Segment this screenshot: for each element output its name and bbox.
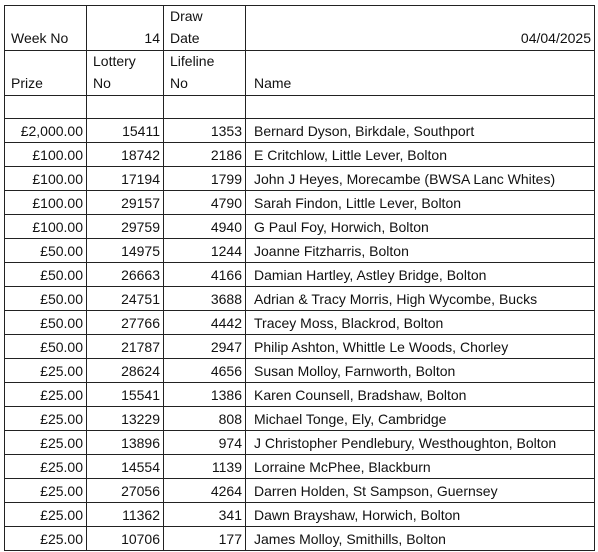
name-cell: E Critchlow, Little Lever, Bolton xyxy=(246,143,595,167)
lottery-no-cell: 24751 xyxy=(87,287,164,311)
table-row xyxy=(5,503,595,527)
prize-cell: £100.00 xyxy=(5,167,87,191)
results-table xyxy=(4,5,595,551)
name-cell: J Christopher Pendlebury, Westhoughton, Bolton xyxy=(246,431,595,455)
prize-cell: £100.00 xyxy=(5,143,87,167)
prize-cell: £25.00 xyxy=(5,455,87,479)
lifeline-no-cell: 2186 xyxy=(164,143,246,167)
draw-date-value: 04/04/2025 xyxy=(246,6,595,51)
prize-cell: £50.00 xyxy=(5,311,87,335)
lottery-no-cell: 21787 xyxy=(87,335,164,359)
table-row xyxy=(5,335,595,359)
lottery-no-cell: 15411 xyxy=(87,119,164,143)
table-row xyxy=(5,167,595,191)
blank-cell xyxy=(87,96,164,119)
table-row xyxy=(5,215,595,239)
table-row xyxy=(5,479,595,503)
prize-header: Prize xyxy=(5,51,87,96)
lifeline-no-cell: 1386 xyxy=(164,383,246,407)
lifeline-no-cell: 1244 xyxy=(164,239,246,263)
prize-cell: £50.00 xyxy=(5,239,87,263)
table-row xyxy=(5,143,595,167)
lifeline-no-cell: 177 xyxy=(164,527,246,551)
name-cell: Philip Ashton, Whittle Le Woods, Chorley xyxy=(246,335,595,359)
name-cell: Bernard Dyson, Birkdale, Southport xyxy=(246,119,595,143)
blank-row xyxy=(5,96,595,119)
name-cell: John J Heyes, Morecambe (BWSA Lanc Whites) xyxy=(246,167,595,191)
lottery-no-cell: 27766 xyxy=(87,311,164,335)
lifeline-no-cell: 4442 xyxy=(164,311,246,335)
prize-cell: £100.00 xyxy=(5,191,87,215)
lottery-no-cell: 29157 xyxy=(87,191,164,215)
lottery-no-header: Lottery No xyxy=(87,51,164,96)
lottery-no-cell: 14554 xyxy=(87,455,164,479)
week-row xyxy=(5,6,595,51)
table-row xyxy=(5,263,595,287)
lottery-no-cell: 28624 xyxy=(87,359,164,383)
lottery-no-cell: 18742 xyxy=(87,143,164,167)
name-cell: James Molloy, Smithills, Bolton xyxy=(246,527,595,551)
lifeline-no-cell: 1799 xyxy=(164,167,246,191)
prize-cell: £25.00 xyxy=(5,431,87,455)
name-cell: Darren Holden, St Sampson, Guernsey xyxy=(246,479,595,503)
table-row xyxy=(5,359,595,383)
lottery-no-cell: 13229 xyxy=(87,407,164,431)
prize-cell: £100.00 xyxy=(5,215,87,239)
table-row xyxy=(5,287,595,311)
name-cell: Tracey Moss, Blackrod, Bolton xyxy=(246,311,595,335)
blank-cell xyxy=(5,96,87,119)
table-row xyxy=(5,383,595,407)
name-cell: Karen Counsell, Bradshaw, Bolton xyxy=(246,383,595,407)
lifeline-no-cell: 1353 xyxy=(164,119,246,143)
prize-cell: £25.00 xyxy=(5,407,87,431)
table-row xyxy=(5,191,595,215)
prize-cell: £50.00 xyxy=(5,263,87,287)
name-cell: Susan Molloy, Farnworth, Bolton xyxy=(246,359,595,383)
name-cell: Adrian & Tracy Morris, High Wycombe, Bucks xyxy=(246,287,595,311)
lifeline-no-cell: 974 xyxy=(164,431,246,455)
prize-cell: £50.00 xyxy=(5,335,87,359)
name-cell: G Paul Foy, Horwich, Bolton xyxy=(246,215,595,239)
lottery-no-cell: 15541 xyxy=(87,383,164,407)
name-cell: Michael Tonge, Ely, Cambridge xyxy=(246,407,595,431)
table-row xyxy=(5,239,595,263)
lottery-no-cell: 10706 xyxy=(87,527,164,551)
lifeline-no-cell: 1139 xyxy=(164,455,246,479)
draw-date-label: Draw Date xyxy=(164,6,246,51)
blank-cell xyxy=(164,96,246,119)
lifeline-no-cell: 4264 xyxy=(164,479,246,503)
name-cell: Sarah Findon, Little Lever, Bolton xyxy=(246,191,595,215)
name-cell: Damian Hartley, Astley Bridge, Bolton xyxy=(246,263,595,287)
lottery-no-cell: 13896 xyxy=(87,431,164,455)
name-cell: Dawn Brayshaw, Horwich, Bolton xyxy=(246,503,595,527)
week-value: 14 xyxy=(87,6,164,51)
lottery-no-cell: 14975 xyxy=(87,239,164,263)
lifeline-no-cell: 4940 xyxy=(164,215,246,239)
lifeline-no-cell: 341 xyxy=(164,503,246,527)
lifeline-no-cell: 4166 xyxy=(164,263,246,287)
lifeline-no-cell: 4790 xyxy=(164,191,246,215)
table-row xyxy=(5,527,595,551)
table-row xyxy=(5,311,595,335)
prize-cell: £25.00 xyxy=(5,479,87,503)
lottery-no-cell: 26663 xyxy=(87,263,164,287)
lottery-no-cell: 29759 xyxy=(87,215,164,239)
lifeline-no-cell: 808 xyxy=(164,407,246,431)
week-label: Week No xyxy=(5,6,87,51)
lifeline-no-cell: 4656 xyxy=(164,359,246,383)
table-row xyxy=(5,431,595,455)
blank-cell xyxy=(246,96,595,119)
table-row xyxy=(5,407,595,431)
column-header-row xyxy=(5,51,595,96)
prize-cell: £25.00 xyxy=(5,383,87,407)
table-row xyxy=(5,119,595,143)
prize-cell: £50.00 xyxy=(5,287,87,311)
name-cell: Lorraine McPhee, Blackburn xyxy=(246,455,595,479)
lottery-no-cell: 11362 xyxy=(87,503,164,527)
name-cell: Joanne Fitzharris, Bolton xyxy=(246,239,595,263)
prize-cell: £2,000.00 xyxy=(5,119,87,143)
table-row xyxy=(5,455,595,479)
prize-cell: £25.00 xyxy=(5,503,87,527)
lifeline-no-cell: 2947 xyxy=(164,335,246,359)
lottery-no-cell: 27056 xyxy=(87,479,164,503)
lottery-no-cell: 17194 xyxy=(87,167,164,191)
prize-cell: £25.00 xyxy=(5,527,87,551)
name-header: Name xyxy=(246,51,595,96)
prize-cell: £25.00 xyxy=(5,359,87,383)
lifeline-no-cell: 3688 xyxy=(164,287,246,311)
lifeline-no-header: Lifeline No xyxy=(164,51,246,96)
